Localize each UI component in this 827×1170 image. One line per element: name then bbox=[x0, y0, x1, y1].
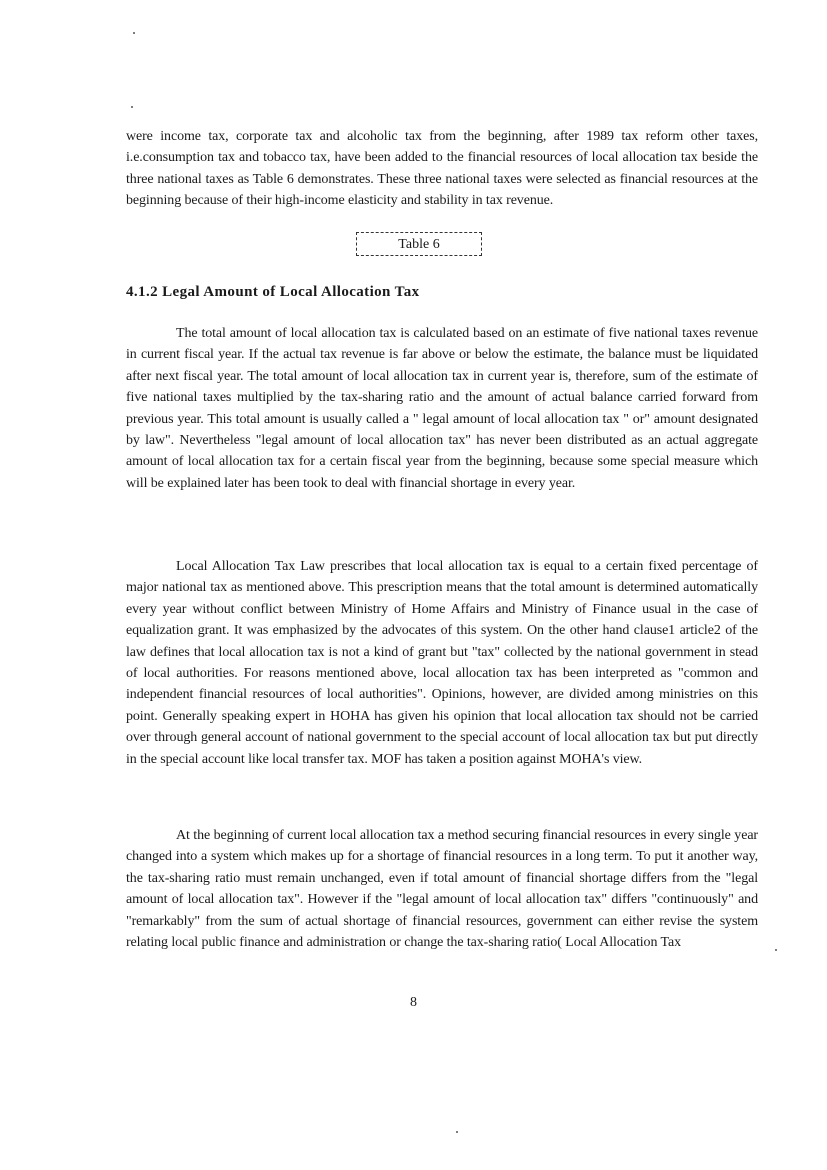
body-paragraph: At the beginning of current local allocation tax a method securing financial resources in every single year changed into a system which makes up for a shortage of financial resources in a long term. To put it another way, the tax-sharing ratio must remain unchanged, even if total amount of financial shortage differs from the "legal amount of local allocation tax". However if the "legal amount of local allocation tax" differs "continuously" and "remarkably" from the sum of actual shortage of financial resources, government can either revise the system relating local public finance and administration or change the tax-sharing ratio( Local Allocation Tax bbox=[126, 828, 758, 951]
intro-paragraph: were income tax, corporate tax and alcoholic tax from the beginning, after 1989 tax reform other taxes, i.e.consumption tax and tobacco tax, have been added to the financial resources of local allocation tax beside the three national taxes as Table 6 demonstrates. These three national taxes were selected as financial resources at the beginning because of their high-income elasticity and stability in tax revenue. bbox=[126, 129, 758, 209]
body-paragraph: The total amount of local allocation tax is calculated based on an estimate of five national taxes revenue in current fiscal year. If the actual tax revenue is far above or below the estimate, the balance must be liquidated after next fiscal year. The total amount of local allocation tax in current year is, therefore, sum of the estimate of five national taxes multiplied by the tax-sharing ratio and the amount of actual balance carried forward from previous year. This total amount is usually called a " legal amount of local allocation tax " or" amount designated by law". Nevertheless "legal amount of local allocation tax" has never been distributed as an actual aggregate amount of local allocation tax for a certain fiscal year from the beginning, because some special measure which will be explained later has been took to deal with financial shortage in every year. bbox=[126, 326, 758, 491]
page-number: 8 bbox=[410, 995, 417, 1010]
body-paragraph-2-block bbox=[126, 556, 758, 770]
section-heading: 4.1.2 Legal Amount of Local Allocation Tax bbox=[126, 284, 420, 300]
body-paragraph-1-block bbox=[126, 323, 758, 494]
body-paragraph-3-block bbox=[126, 825, 758, 953]
scan-speck bbox=[133, 32, 135, 34]
intro-text-block bbox=[126, 126, 758, 212]
body-paragraph: Local Allocation Tax Law prescribes that local allocation tax is equal to a certain fixed percentage of major national tax as mentioned above. This prescription means that the total amount is determined automatically every year without conflict between Ministry of Home Affairs and Ministry of Finance usual in the case of equalization grant. It was emphasized by the advocates of this system. On the other hand clause1 article2 of the law defines that local allocation tax is not a kind of grant but "tax" collected by the national government in stead of local authorities. For reasons mentioned above, local allocation tax has been interpreted as "common and independent financial resources of local authorities". Opinions, however, are divided among ministries on this point. Generally speaking expert in HOHA has given his opinion that local allocation tax should not be carried over through general account of national government to the special account of local allocation tax but put directly in the special account like local transfer tax. MOF has taken a position against MOHA's view. bbox=[126, 559, 758, 767]
scan-speck bbox=[775, 949, 777, 951]
table-reference-box: Table 6 bbox=[356, 232, 482, 256]
scan-speck bbox=[456, 1131, 458, 1133]
scan-speck bbox=[131, 106, 133, 108]
